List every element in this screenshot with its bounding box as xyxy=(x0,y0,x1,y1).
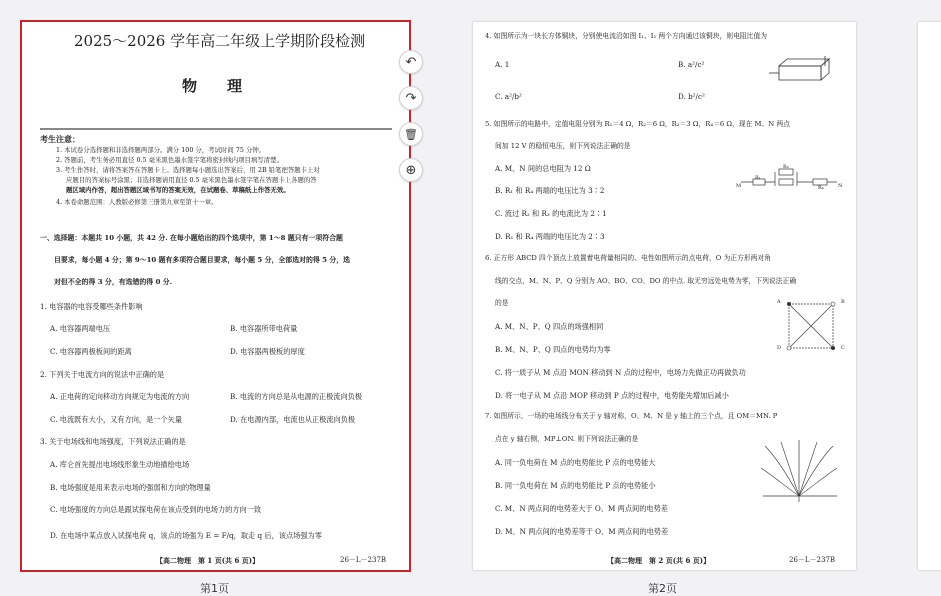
option: C. 将一质子从 M 点沿 MON 移动到 N 点的过程中，电场力先做正功再做负功 xyxy=(495,368,746,377)
figure-label: A xyxy=(777,299,781,305)
option: B. 电场强度是用来表示电场的强弱和方向的物理量 xyxy=(50,483,211,492)
exam-title: 2025～2026 学年高二年级上学期阶段检测 xyxy=(74,32,366,50)
page-code: 26－L－237B xyxy=(340,556,387,564)
option: D. 电容器两极板的厚度 xyxy=(230,347,305,356)
option: A. 电容器两端电压 xyxy=(50,324,111,333)
option: B. 同一负电荷在 M 点的电势能比 P 点的电势能小 xyxy=(495,481,656,490)
option: A. M、N、P、Q 四点的场强相同 xyxy=(495,322,604,331)
copper-block-figure xyxy=(769,56,839,86)
square-charges-figure xyxy=(785,300,837,352)
option: A. 1 xyxy=(495,60,510,69)
figure-label: C xyxy=(841,345,845,351)
question-stem: 线的交点，M、N、P、Q 分别为 AO、BO、CO、DO 的中点. 取无穷远处电势为零，下列说法正确 xyxy=(495,277,797,285)
section-heading: 一、选择题：本题共 10 小题，共 42 分. 在每小题给出的四个选项中，第 1～8 题只有一项符合题 xyxy=(40,234,343,242)
page-footer: 【高二物理 第 2 页(共 6 页)】 xyxy=(607,556,711,565)
option: B. R₁ 和 R₄ 两端的电压比为 3∶2 xyxy=(495,186,605,195)
question-stem: 7. 如图所示，一场的电场线分布关于 y 轴对称，O、M、N 是 y 轴上的三个点，且 OM＝MN. P xyxy=(485,412,778,420)
notice-line: 题区域内作答，超出答题区域书写的答案无效，在试题卷、草稿纸上作答无效。 xyxy=(66,186,290,194)
question-stem: 4. 如图所示为一块长方体铜块，分别使电流沿如图 I₁、I₂ 两个方向通过该铜块，则电阻比值为 xyxy=(485,32,768,40)
subject-title: 物 理 xyxy=(182,77,243,95)
question-stem: 6. 正方形 ABCD 四个顶点上放置着电荷量相同的、电性如图所示的点电荷，O 为正方形两对角 xyxy=(485,254,772,262)
rotate-cw-icon: ↷ xyxy=(405,90,417,106)
rotate-right-button[interactable] xyxy=(399,86,423,110)
circuit-label: R₁ xyxy=(755,175,761,181)
divider xyxy=(40,128,392,130)
option: D. 将一电子从 M 点沿 MOP 移动到 P 点的过程中，电势能先增加后减小 xyxy=(495,391,729,400)
option: C. 电流既有大小，又有方向，是一个矢量 xyxy=(50,415,183,424)
add-page-button[interactable] xyxy=(399,158,423,182)
question-stem: 1. 电容器的电容受哪些条件影响 xyxy=(40,302,143,311)
page-footer: 【高二物理 第 1 页(共 6 页)】 xyxy=(156,556,260,565)
notice-title: 考生注意： xyxy=(40,135,80,144)
option: D. M、N 两点间的电势差等于 O、M 两点间的电势差 xyxy=(495,527,669,536)
circuit-figure xyxy=(735,162,845,192)
option: D. 在电场中某点放入试探电荷 q，该点的场强为 E = F/q，取走 q 后，该点场强为零 xyxy=(50,531,322,540)
option: C. M、N 两点间的电势差大于 O、M 两点间的电势差 xyxy=(495,504,668,513)
option: B. 电流的方向总是从电源的正极流向负极 xyxy=(230,392,363,401)
question-stem: 2. 下列关于电流方向的说法中正确的是 xyxy=(40,370,165,379)
option: B. M、N、P、Q 四点的电势均为零 xyxy=(495,345,611,354)
circuit-label: R₂ xyxy=(783,164,789,170)
trash-icon: 🗑 xyxy=(404,127,418,141)
page-caption-2: 第2页 xyxy=(648,582,677,595)
option: C. 流过 R₂ 和 R₃ 的电流比为 2∶1 xyxy=(495,209,607,218)
figure-label: B xyxy=(841,299,845,305)
option: B. 电容器所带电荷量 xyxy=(230,324,298,333)
notice-line: 1. 本试卷分选择题和非选择题两部分。满分 100 分，考试时间 75 分钟。 xyxy=(56,146,266,154)
page-caption-1: 第1页 xyxy=(200,582,229,595)
section-heading: 目要求，每小题 4 分；第 9～10 题有多项符合题目要求，每小题 5 分，全部选对的得 5 分，选 xyxy=(54,256,351,264)
notice-line: 2. 答题前，考生务必用直径 0.5 毫米黑色墨水签字笔将密封线内项目填写清楚。 xyxy=(56,156,283,164)
section-heading: 对但不全的得 3 分，有选错的得 0 分. xyxy=(54,278,173,286)
rotate-left-button[interactable] xyxy=(399,50,423,74)
question-stem: 的是 xyxy=(495,299,509,307)
option: A. 库仑首先提出电场线形象生动地描绘电场 xyxy=(50,460,190,469)
plus-circle-icon: ⊕ xyxy=(405,162,417,178)
delete-page-button[interactable] xyxy=(399,122,423,146)
option: D. 在电源内部，电流也从正极流向负极 xyxy=(230,415,356,424)
figure-label: D xyxy=(777,345,782,351)
option: C. a²/b² xyxy=(495,92,522,101)
option: A. 正电荷的定向移动方向规定为电流的方向 xyxy=(50,392,190,401)
page-thumbnail-3[interactable] xyxy=(918,22,941,570)
option: A. M、N 间的总电阻为 12 Ω xyxy=(495,164,591,173)
option: A. 同一负电荷在 M 点的电势能比 P 点的电势能大 xyxy=(495,458,656,467)
page-thumbnail-1[interactable] xyxy=(22,22,409,570)
notice-line: 应题目的答案标号涂黑；非选择题请用直径 0.5 毫米黑色墨水签字笔在答题卡上各题的答 xyxy=(66,176,317,184)
option: D. b²/c² xyxy=(678,92,705,101)
notice-line: 4. 本卷命题范围：人教版必修第三册第九章至第十一章。 xyxy=(56,198,218,206)
page-thumbnail-2[interactable] xyxy=(473,22,856,570)
field-lines-figure xyxy=(759,438,839,508)
circuit-label: M xyxy=(736,183,742,189)
circuit-label: R₄ xyxy=(818,185,824,191)
question-stem: 3. 关于电场线和电场强度，下列说法正确的是 xyxy=(40,437,186,446)
notice-line: 3. 考生作答时，请将答案答在答题卡上。选择题每小题选出答案后，用 2B 铅笔把答题卡上对 xyxy=(56,166,320,174)
option: D. R₁ 和 R₄ 两端的电压比为 2∶3 xyxy=(495,232,605,241)
question-stem: 间加 12 V 的稳恒电压，则下列说法正确的是 xyxy=(495,142,631,150)
option: C. 电容器两极板间的距离 xyxy=(50,347,132,356)
option: B. a²/c² xyxy=(678,60,705,69)
option: C. 电场强度的方向总是跟试探电荷在该点受到的电场力的方向一致 xyxy=(50,505,262,514)
circuit-label: N xyxy=(838,183,843,189)
question-stem: 5. 如图所示的电路中，定值电阻分别为 R₁＝4 Ω，R₂＝6 Ω，R₃＝3 Ω，R₄＝6 Ω，现在 M、N 两点 xyxy=(485,120,790,128)
page-code: 26－L－237B xyxy=(789,556,836,564)
rotate-ccw-icon: ↶ xyxy=(405,54,417,70)
question-stem: 点在 y 轴右侧，MP⊥ON. 则下列说法正确的是 xyxy=(495,435,639,443)
